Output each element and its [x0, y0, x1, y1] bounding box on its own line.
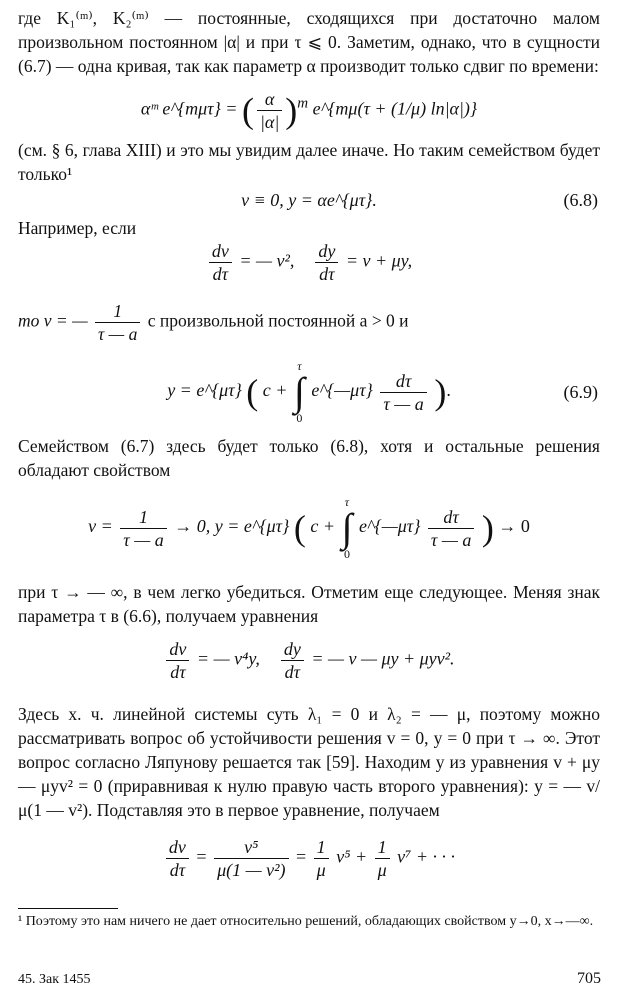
sys2-b-frac: [281, 638, 304, 683]
eq-6-9-lhs: y = e^{μτ}: [167, 380, 242, 401]
page-number: 705: [577, 970, 601, 987]
fin-d-bottom: μ: [377, 860, 387, 880]
sys1-b-bottom: dτ: [319, 264, 335, 284]
fin-c-top: 1: [314, 836, 329, 859]
p4-pre: то v = —: [18, 310, 88, 331]
eq-6-9-number: (6.9): [563, 382, 598, 402]
eq-shift-frac-top: α: [257, 88, 282, 111]
p4-frac-bottom: τ — a: [98, 324, 138, 344]
lim-frac-2: [428, 506, 474, 551]
fin-d-frac: [375, 836, 390, 881]
int-upper: τ: [297, 359, 302, 373]
paragraph-7: Здесь х. ч. линейной системы суть λ₁ = 0 и λ₂ = — μ, поэтому можно рассматривать вопрос об устойчивости решения v = 0, y = 0 при τ → ∞. Этот вопрос согласно Ляпунову решается так [59]. Находим y из уравнения v + μy — μyv² = 0 (приравнивая к нулю правую часть второго уравнения): y = — v/μ(1 — v²). Подставляя это в первое уравнение, получаем: [18, 704, 600, 820]
fin-c-bottom: μ: [316, 860, 326, 880]
final-equation: $\frac{dv}{d\tau}$ = $\frac{\text{v⁵}}{\text{μ(1 — v²)}}$ = $\frac{1}{\mu}$ v⁵ + $\frac{1}{\mu}$ v⁷ + · · ·: [18, 836, 600, 892]
p4-frac-top: 1: [95, 300, 140, 323]
lim-arrow-zero: → 0, y = e^{μτ}: [174, 516, 290, 537]
eq-6-9-exp: e^{—μτ}: [311, 380, 373, 401]
paragraph-3: Например, если: [18, 218, 137, 238]
footer-signature: 45. Зак 1455: [18, 972, 91, 987]
sys1-a-rhs: = — v²,: [239, 250, 295, 271]
eq-6-9-c: c +: [262, 380, 288, 401]
eq-6-9-frac-bottom: τ — a: [383, 393, 424, 414]
eq-shift-right: e^{mμ(τ + (1/μ) ln|α|)}: [312, 98, 478, 119]
eq-6-8-number: (6.8): [563, 190, 598, 210]
paragraph-5: Семейством (6.7) здесь будет только (6.8), хотя и остальные решения обладают свойством: [18, 436, 600, 480]
int-lower: 0: [296, 411, 303, 425]
p4-post: с произвольной постоянной a > 0 и: [147, 310, 409, 331]
page-body: [18, 6, 600, 931]
fin-a-bottom: dτ: [169, 860, 186, 880]
limit-equation: v = $\frac{1}{\tau — a}$ → 0, y = e^{μτ} ( c + τ ∫ 0 e^{—μτ} $\frac{d\tau}{\tau — a}$ ) → 0: [88, 495, 530, 561]
sys2-b-rhs: = — v — μy + μyv².: [311, 648, 455, 669]
lim-frac2-top: dτ: [428, 506, 474, 529]
fin-b-bottom: μ(1 — v²): [217, 860, 286, 880]
sys2-a-top: dv: [166, 638, 189, 661]
lim-c: c +: [310, 516, 335, 537]
equation-time-shift: αᵐ e^{mμτ} = ( $\frac{\alpha}{|\alpha|}$ )$^m$ e^{mμ(τ + (1/μ) ln|α|)}: [140, 89, 478, 132]
system-1: [18, 240, 600, 292]
integral-sign: τ ∫ 0: [293, 359, 305, 425]
lim-frac-top: 1: [120, 506, 166, 529]
page-footer: [18, 972, 601, 988]
paragraph-2: (см. § 6, глава XIII) и это мы увидим далее иначе. Но таким семейством будет только¹: [18, 140, 600, 184]
eq-shift-frac-bottom: |α|: [259, 112, 280, 132]
lim-frac2-bottom: τ — a: [430, 529, 472, 550]
footnote-block: [18, 908, 600, 931]
fin-b-frac: [214, 836, 288, 881]
eq-6-8-body: v ≡ 0, y = αe^{μτ}.: [241, 190, 377, 210]
sys2-b-top: dy: [281, 638, 304, 661]
fin-b-top: v⁵: [214, 836, 288, 859]
sys2-a-bottom: dτ: [170, 662, 186, 682]
fin-d-top: 1: [375, 836, 390, 859]
paragraph-4: [18, 300, 600, 346]
sys1-b-frac: [315, 240, 338, 285]
sys2-a-rhs: = — v⁴y,: [196, 648, 260, 669]
footnote: ¹ Поэтому это нам ничего не дает относительно решений, обладающих свойством y→0, x→—∞.: [18, 914, 594, 929]
integral-sign-2: τ ∫ 0: [341, 495, 353, 561]
fin-a-top: dv: [166, 836, 189, 859]
sys1-a-top: dv: [209, 240, 232, 263]
equation-6-9: y = e^{μτ} ( c + τ ∫ 0 e^{—μτ} $\frac{d\tau}{\tau — a}$ ). (6.9): [167, 359, 598, 425]
lim-v: v =: [88, 516, 113, 537]
eq-6-9-frac: [380, 370, 426, 415]
sys1-b-rhs: = v + μy,: [345, 250, 413, 271]
eq-6-9-frac-top: dτ: [380, 370, 426, 393]
fin-c-frac: [314, 836, 329, 881]
fin-c-after: v⁵ +: [336, 846, 368, 867]
lim-end: → 0: [498, 516, 530, 537]
eq-shift-left: αᵐ e^{mμτ} =: [140, 98, 238, 119]
lim-frac-bottom: τ — a: [123, 529, 164, 550]
system-2: [18, 638, 600, 694]
lim-frac: [120, 506, 166, 551]
sys2-b-bottom: dτ: [284, 662, 301, 682]
sys2-a-frac: [166, 638, 189, 683]
paragraph-6: при τ → — ∞, в чем легко убедиться. Отметим еще следующее. Меняя знак параметра τ в (6.6), получаем уравнения: [18, 582, 600, 626]
footnote-rule: [18, 908, 118, 909]
fin-d-after: v⁷ + · · ·: [397, 846, 456, 867]
paragraph-1: где K₁⁽ᵐ⁾, K₂⁽ᵐ⁾ — постоянные, сходящихся при достаточно малом произвольном постоянном |α| и при τ ⩽ 0. Заметим, однако, что в сущности (6.7) — одна кривая, так как параметр α производит только сдвиг по времени:: [18, 8, 600, 76]
fin-a-frac: [166, 836, 189, 881]
eq-shift-frac: [257, 88, 282, 133]
p4-frac: [95, 300, 140, 345]
equation-6-8: [18, 190, 600, 216]
sys1-a-frac: [209, 240, 232, 285]
sys1-a-bottom: dτ: [212, 264, 229, 284]
lim-exp: e^{—μτ}: [358, 516, 421, 537]
sys1-b-top: dy: [315, 240, 338, 263]
